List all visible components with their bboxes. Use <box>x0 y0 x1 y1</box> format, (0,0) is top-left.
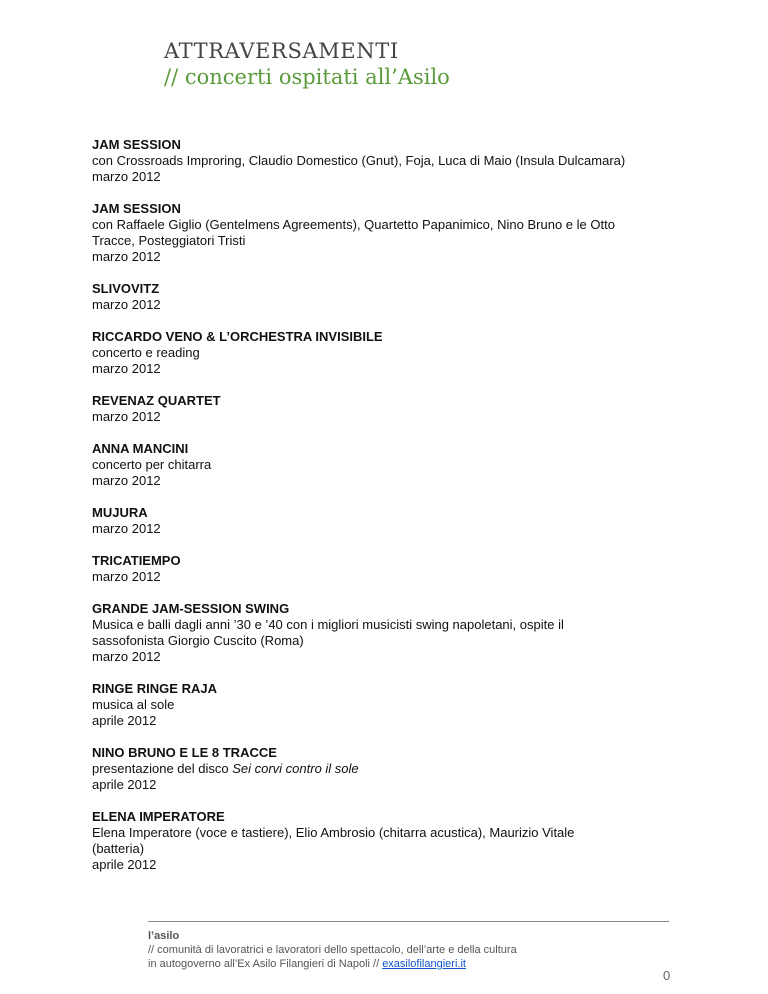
document-subtitle: // concerti ospitati all’Asilo <box>164 65 450 89</box>
document-header <box>164 38 450 90</box>
event-list <box>92 137 692 889</box>
event-title: JAM SESSION <box>92 137 181 152</box>
event-entry <box>92 329 692 377</box>
page-footer <box>148 921 669 971</box>
event-title: JAM SESSION <box>92 201 181 216</box>
event-date: marzo 2012 <box>92 361 161 376</box>
event-date: marzo 2012 <box>92 249 161 264</box>
event-title: SLIVOVITZ <box>92 281 160 296</box>
event-entry <box>92 505 692 537</box>
event-entry <box>92 201 692 265</box>
event-date: aprile 2012 <box>92 777 157 792</box>
footer-address-text: in autogoverno all’Ex Asilo Filangieri di Napoli // <box>148 958 383 970</box>
event-date: marzo 2012 <box>92 297 161 312</box>
event-description-line: con Raffaele Giglio (Gentelmens Agreements), Quartetto Papanimico, Nino Bruno e le Otto <box>92 217 615 232</box>
event-entry <box>92 809 692 873</box>
event-description-line: concerto e reading <box>92 345 200 360</box>
event-description-line: Musica e balli dagli anni ’30 e ’40 con i migliori musicisti swing napoletani, ospite il <box>92 617 564 632</box>
footer-organization: l’asilo <box>148 930 180 942</box>
event-entry <box>92 281 692 313</box>
event-description-line: con Crossroads Improring, Claudio Domestico (Gnut), Foja, Luca di Maio (Insula Dulcamara) <box>92 153 626 168</box>
event-title: ANNA MANCINI <box>92 441 189 456</box>
event-title: GRANDE JAM-SESSION SWING <box>92 601 290 616</box>
event-date: aprile 2012 <box>92 857 157 872</box>
event-description-line: musica al sole <box>92 697 175 712</box>
event-title: RINGE RINGE RAJA <box>92 681 217 696</box>
footer-description: // comunità di lavoratrici e lavoratori dello spettacolo, dell’arte e della cultura <box>148 944 517 956</box>
event-date: marzo 2012 <box>92 521 161 536</box>
website-link[interactable]: exasilofilangieri.it <box>382 958 466 970</box>
event-title: NINO BRUNO E LE 8 TRACCE <box>92 745 277 760</box>
album-title: Sei corvi contro il sole <box>232 761 359 776</box>
event-entry <box>92 681 692 729</box>
event-description-text: presentazione del disco <box>92 761 233 776</box>
event-title: REVENAZ QUARTET <box>92 393 221 408</box>
event-entry <box>92 137 692 185</box>
footer-divider <box>148 921 669 922</box>
event-description-line: (batteria) <box>92 841 145 856</box>
event-description <box>92 761 692 777</box>
page-number: 0 <box>663 968 671 983</box>
event-title: ELENA IMPERATORE <box>92 809 225 824</box>
event-date: marzo 2012 <box>92 569 161 584</box>
event-title: TRICATIEMPO <box>92 553 181 568</box>
event-entry <box>92 601 692 665</box>
event-entry <box>92 441 692 489</box>
event-description-line: sassofonista Giorgio Cuscito (Roma) <box>92 633 304 648</box>
footer-address <box>148 957 669 971</box>
event-entry <box>92 553 692 585</box>
event-date: marzo 2012 <box>92 169 161 184</box>
event-entry <box>92 745 692 793</box>
event-description-line: Tracce, Posteggiatori Tristi <box>92 233 246 248</box>
event-date: aprile 2012 <box>92 713 157 728</box>
event-description-line: Elena Imperatore (voce e tastiere), Elio Ambrosio (chitarra acustica), Maurizio Vitale <box>92 825 575 840</box>
event-title: RICCARDO VENO & L’ORCHESTRA INVISIBILE <box>92 329 383 344</box>
event-title: MUJURA <box>92 505 148 520</box>
document-title: ATTRAVERSAMENTI <box>164 39 399 63</box>
event-date: marzo 2012 <box>92 409 161 424</box>
event-date: marzo 2012 <box>92 649 161 664</box>
event-entry <box>92 393 692 425</box>
event-description-line: concerto per chitarra <box>92 457 212 472</box>
event-date: marzo 2012 <box>92 473 161 488</box>
